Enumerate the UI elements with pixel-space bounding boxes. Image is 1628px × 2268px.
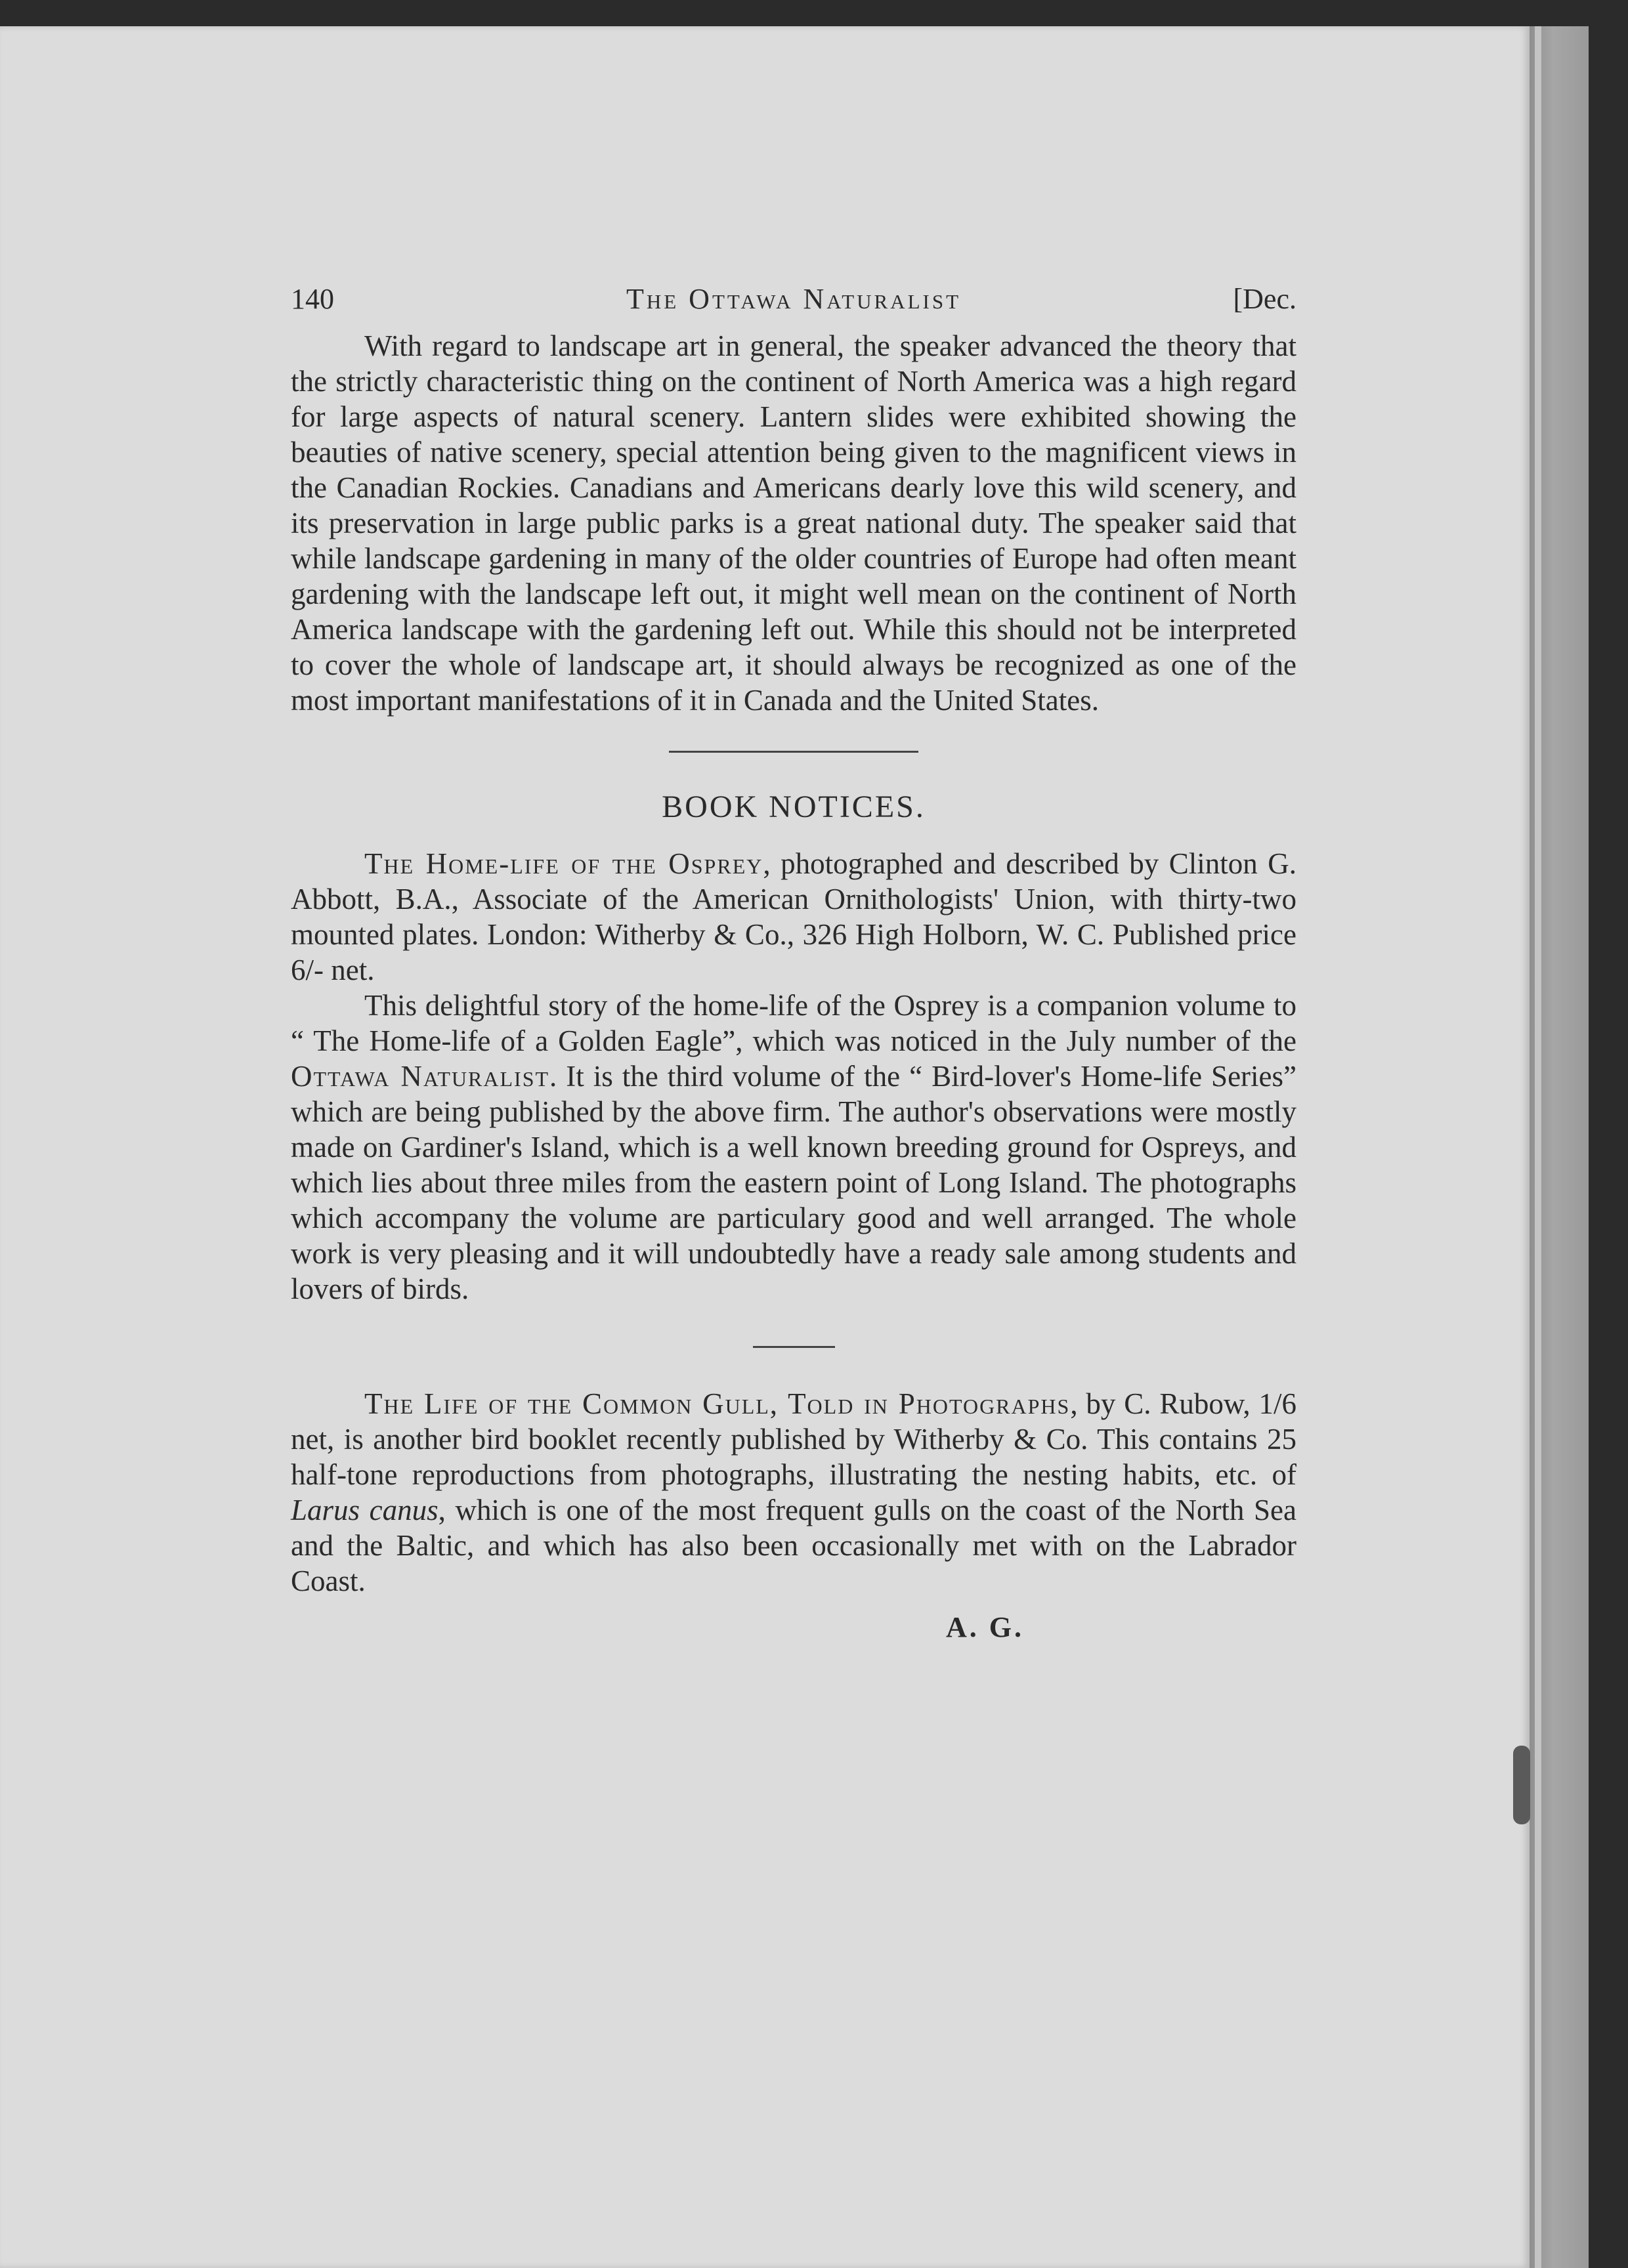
gull-book-title: The Life of the Common Gull, Told in Photographs [364,1387,1071,1420]
journal-name-reference: Ottawa Naturalist [291,1060,550,1093]
gull-text-part2: , which is one of the most frequent gulls on the coast of the North Sea and the Baltic, and which has also been occasionally met with on the Labrador Coast. [291,1494,1296,1597]
running-head [291,282,1296,328]
page-content [291,282,1296,1644]
osprey-review-part2: . It is the third volume of the “ Bird-lover's Home-life Series” which are being published by the above firm. The author's observations were mostly made on Gardiner's Island, which is a well known breeding ground for Ospreys, and which lies about three miles from the eastern point of Long Island. The photographs which accompany the volume are particulary good and well arranged. The whole work is very pleasing and it will undoubtedly have a ready sale among students and lovers of birds. [291,1060,1296,1305]
gull-text-part1: , by C. Rubow, 1/6 net, is another bird booklet recently published by Witherby & Co. This contains 25 half-tone reproductions from photographs, illustrating the nesting habits, etc. of [291,1387,1296,1491]
osprey-review-part1: This delightful story of the home-life of the Osprey is a companion volume to “ The Home-life of a Golden Eagle”, which was noticed in the July number of the [291,989,1296,1057]
gull-notice [291,1386,1296,1599]
section-divider [669,751,918,753]
binding-notch [1513,1746,1530,1824]
osprey-review [291,988,1296,1307]
osprey-book-title: The Home-life of the Osprey [364,847,763,880]
book-page-edge-highlight [1535,26,1541,2268]
page-number: 140 [291,283,334,315]
notice-divider [753,1346,835,1348]
journal-title: The Ottawa Naturalist [626,283,962,315]
gull-species-name: Larus canus [291,1494,439,1526]
signature: A. G. [946,1611,1024,1643]
issue-month: [Dec. [1233,283,1296,315]
osprey-citation-text: , photographed and described by Clinton G. Abbott, B.A., Associate of the American Ornithologists' Union, with thirty-two mounted plates. London: Witherby & Co., 326 High Holborn, W. C. Published price 6/- net. [291,847,1296,986]
osprey-citation [291,846,1296,988]
book-notices-heading: BOOK NOTICES. [662,789,926,824]
intro-paragraph: With regard to landscape art in general, the speaker advanced the theory that the strictly characteristic thing on the continent of North America was a high regard for large aspects of natural scenery. Lantern slides were exhibited showing the beauties of native scenery, special attention being given to the magnificent views in the Canadian Rockies. Canadians and Americans dearly love this wild scenery, and its preservation in large public parks is a great national duty. The speaker said that while landscape gardening in many of the older countries of Europe had often meant gardening with the landscape left out, it might well mean on the continent of North America landscape with the gardening left out. While this should not be interpreted to cover the whole of landscape art, it should always be recognized as one of the most important manifestations of it in Canada and the United States. [291,329,1296,717]
